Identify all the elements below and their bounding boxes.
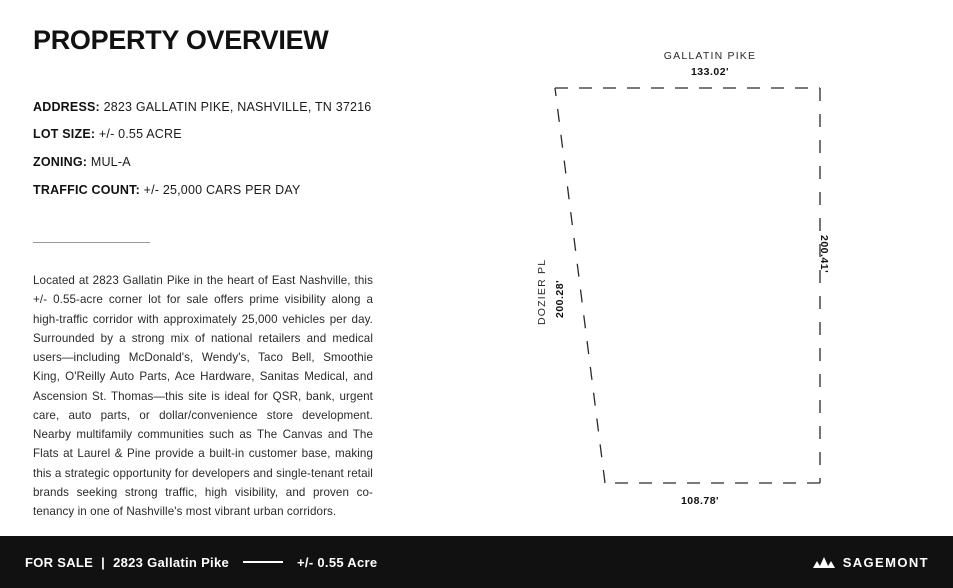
dimension-left: 200.28' [554, 279, 566, 318]
footer-bar [0, 536, 953, 588]
fact-traffic-count-label: TRAFFIC COUNT: [33, 182, 140, 197]
property-details-column [33, 26, 433, 533]
brand-name: SAGEMONT [842, 554, 929, 570]
fact-lot-size-label: LOT SIZE: [33, 127, 96, 142]
dimension-right: 200.41' [818, 235, 830, 274]
dimension-top: 133.02' [690, 66, 730, 78]
fact-traffic-count-value: +/- 25,000 CARS PER DAY [139, 182, 301, 197]
dimension-bottom: 108.78' [680, 495, 720, 507]
fact-address-value: 2823 GALLATIN PIKE, NASHVILLE, TN 37216 [99, 99, 372, 114]
street-label-top: GALLATIN PIKE [663, 50, 757, 62]
footer-separator: | [101, 554, 106, 570]
sagemont-logo-icon [813, 554, 835, 570]
footer-address: 2823 Gallatin Pike [113, 554, 230, 570]
fact-lot-size [33, 127, 433, 143]
fact-lot-size-value: +/- 0.55 ACRE [95, 127, 182, 142]
property-description: Located at 2823 Gallatin Pike in the heart of East Nashville, this +/- 0.55-acre corner lot for sale offers prime visibility along a high-traffic corridor with approximately 25,000 vehicles per day. Surrounded by a strong mix of national retailers and medical users—including McDonald's, Wendy's, Taco Bell, Smoothie King, O'Reilly Auto Parts, Ace Hardware, Sanitas Medical, and Ascension St. Thomas—this site is ideal for QSR, bank, urgent care, auto parts, or dollar/convenience store development. Nearby multifamily communities such as The Canvas and The Flats at Laurel & Pine provide a built-in customer base, making this a strategic opportunity for developers and single-tenant retail brands seeking strong traffic, high visibility, and proven co-tenancy in one of Nashville's most vibrant urban corridors. [33, 274, 373, 518]
fact-traffic-count [33, 183, 433, 199]
footer-for-sale-label: FOR SALE [25, 554, 94, 570]
section-divider [33, 242, 150, 243]
fact-zoning [33, 155, 433, 171]
brand-lockup [813, 554, 929, 570]
fact-zoning-value: MUL-A [87, 154, 131, 169]
fact-zoning-label: ZONING: [33, 154, 88, 169]
footer-listing-summary [25, 555, 377, 570]
site-plan-diagram [500, 40, 920, 520]
footer-rule-divider [243, 561, 283, 563]
footer-acreage: +/- 0.55 Acre [297, 554, 378, 570]
fact-address [33, 100, 433, 116]
street-label-left: DOZIER PL [536, 258, 548, 325]
property-facts-list [33, 100, 433, 199]
fact-address-label: ADDRESS: [33, 99, 100, 114]
page-title: PROPERTY OVERVIEW [33, 25, 329, 55]
